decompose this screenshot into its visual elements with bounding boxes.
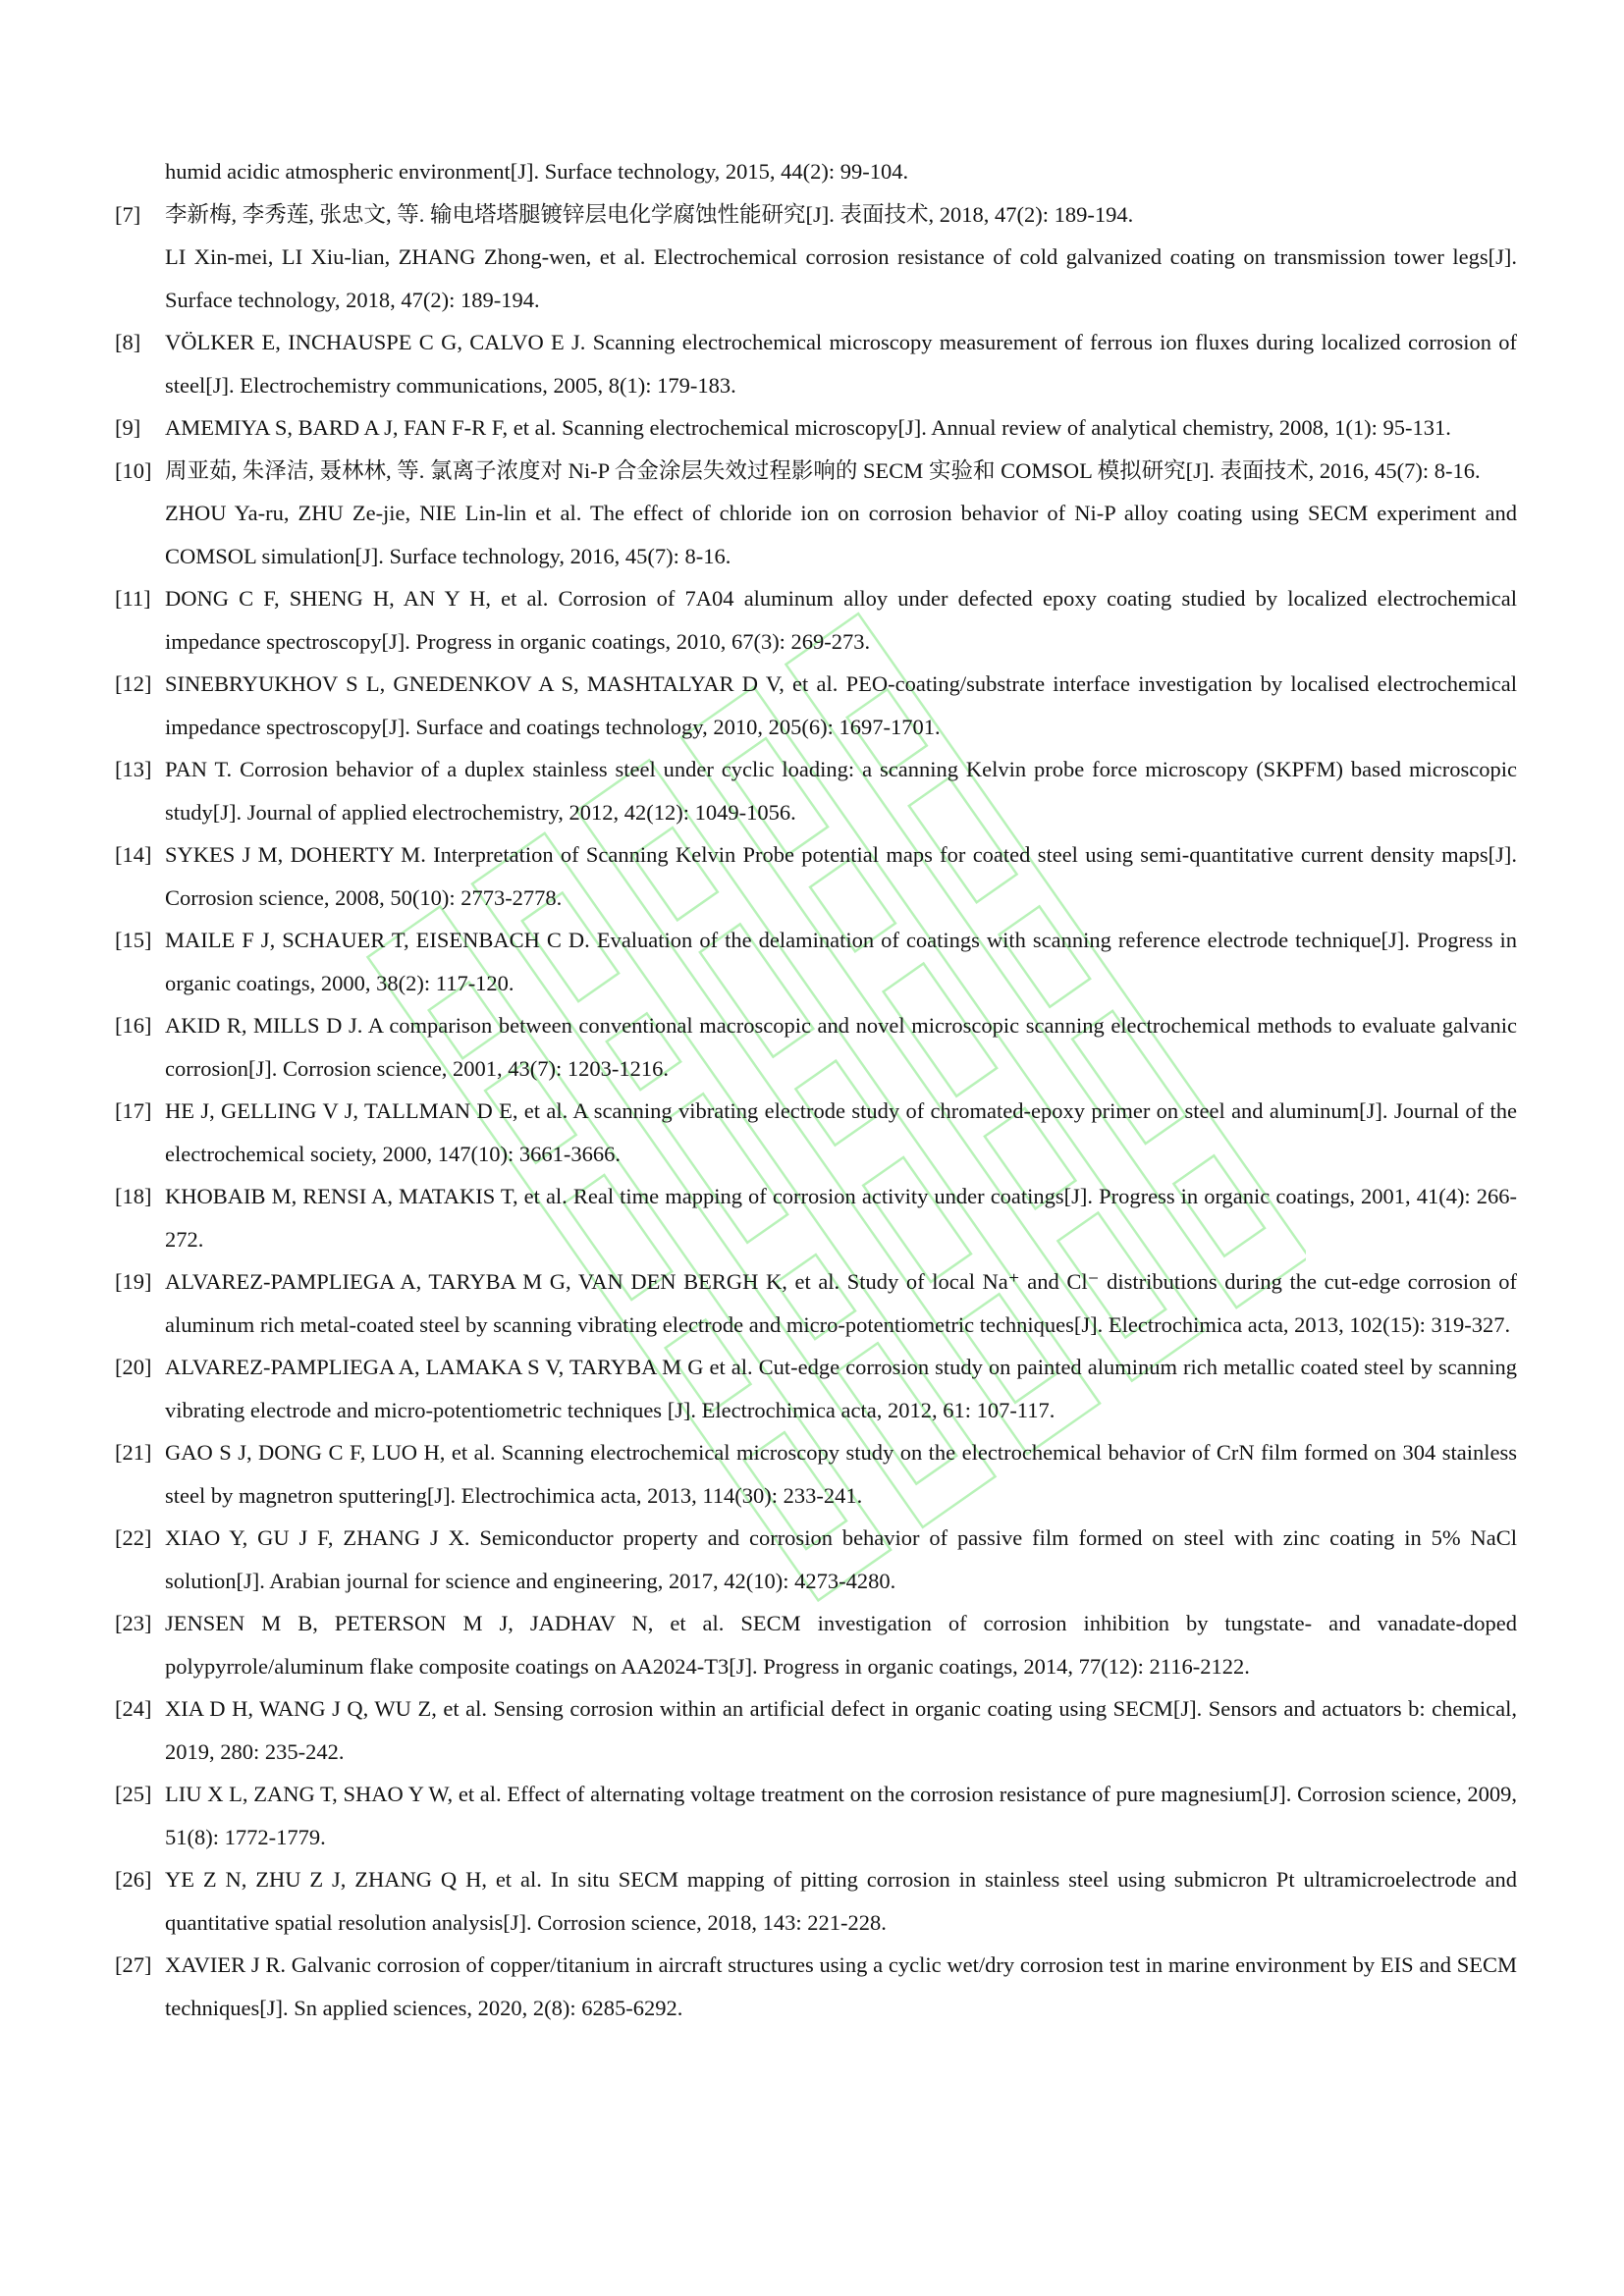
reference-item (115, 1944, 1517, 2029)
reference-text: XIA D H, WANG J Q, WU Z, et al. Sensing corrosion within an artificial defect in organic coating using SECM[J]. Sensors and actuators b: chemical, 2019, 280: 235-242. (165, 1696, 1517, 1764)
reference-text: SYKES J M, DOHERTY M. Interpretation of Scanning Kelvin Probe potential maps for coated steel using semi-quantitative current density maps[J]. Corrosion science, 2008, 50(10): 2773-2778. (165, 842, 1517, 910)
reference-text: LIU X L, ZANG T, SHAO Y W, et al. Effect of alternating voltage treatment on the corrosion resistance of pure magnesium[J]. Corrosion science, 2009, 51(8): 1772-1779. (165, 1782, 1517, 1849)
reference-number: [14] (115, 842, 152, 867)
reference-text: humid acidic atmospheric environment[J]. Surface technology, 2015, 44(2): 99-104. (165, 159, 909, 184)
reference-item (115, 1602, 1517, 1687)
reference-text: ALVAREZ-PAMPLIEGA A, LAMAKA S V, TARYBA M G et al. Cut-edge corrosion study on painted aluminum rich metallic coated steel by scanning vibrating electrode and micro-potentiometric techniques [J]. Electrochimica acta, 2012, 61: 107-117. (165, 1355, 1517, 1422)
reference-number: [25] (115, 1782, 152, 1806)
reference-text: GAO S J, DONG C F, LUO H, et al. Scanning electrochemical microscopy study on the electrochemical behavior of CrN film formed on 304 stainless steel by magnetron sputtering[J]. Electrochimica acta, 2013, 114(30): 233-241. (165, 1440, 1517, 1508)
reference-number: [19] (115, 1269, 152, 1294)
reference-number: [15] (115, 928, 152, 952)
reference-item (115, 1004, 1517, 1090)
reference-item (115, 150, 1517, 193)
reference-number: [11] (115, 586, 151, 611)
reference-text-english: LI Xin-mei, LI Xiu-lian, ZHANG Zhong-wen, et al. Electrochemical corrosion resistance of cold galvanized coating on transmission tower legs[J]. Surface technology, 2018, 47(2): 189-194. (165, 244, 1517, 312)
reference-number: [9] (115, 415, 141, 440)
reference-text: JENSEN M B, PETERSON M J, JADHAV N, et al. SECM investigation of corrosion inhibition by tungstate- and vanadate-doped polypyrrole/aluminum flake composite coatings on AA2024-T3[J]. Progress in organic coatings, 2014, 77(12): 2116-2122. (165, 1611, 1517, 1679)
reference-text: PAN T. Corrosion behavior of a duplex stainless steel under cyclic loading: a scanning Kelvin probe force microscopy (SKPFM) based microscopic study[J]. Journal of applied electrochemistry, 2012, 42(12): 1049-1056. (165, 757, 1517, 825)
reference-text: DONG C F, SHENG H, AN Y H, et al. Corrosion of 7A04 aluminum alloy under defected epoxy coating studied by localized electrochemical impedance spectroscopy[J]. Progress in organic coatings, 2010, 67(3): 269-273. (165, 586, 1517, 654)
reference-number: [26] (115, 1867, 152, 1892)
reference-item (115, 450, 1517, 578)
reference-item (115, 1090, 1517, 1175)
reference-item (115, 193, 1517, 322)
reference-item (115, 1517, 1517, 1602)
reference-item (115, 577, 1517, 663)
reference-item (115, 748, 1517, 833)
reference-list (115, 150, 1517, 2029)
reference-number: [12] (115, 671, 152, 696)
reference-item (115, 1346, 1517, 1431)
reference-number: [10] (115, 457, 152, 483)
reference-number: [24] (115, 1696, 152, 1721)
reference-text: KHOBAIB M, RENSI A, MATAKIS T, et al. Real time mapping of corrosion activity under coatings[J]. Progress in organic coatings, 2001, 41(4): 266-272. (165, 1184, 1517, 1252)
reference-item (115, 919, 1517, 1004)
reference-number: [20] (115, 1355, 152, 1379)
reference-text: VÖLKER E, INCHAUSPE C G, CALVO E J. Scanning electrochemical microscopy measurement of ferrous ion fluxes during localized corrosion of steel[J]. Electrochemistry communications, 2005, 8(1): 179-183. (165, 330, 1517, 398)
reference-number: [17] (115, 1098, 152, 1123)
reference-item (115, 833, 1517, 919)
reference-item (115, 1858, 1517, 1944)
reference-number: [18] (115, 1184, 152, 1208)
reference-item (115, 1773, 1517, 1858)
reference-number: [22] (115, 1525, 152, 1550)
reference-item (115, 1687, 1517, 1773)
reference-text: XAVIER J R. Galvanic corrosion of copper/titanium in aircraft structures using a cyclic wet/dry corrosion test in marine environment by EIS and SECM techniques[J]. Sn applied sciences, 2020, 2(8): 6285-6292. (165, 1952, 1517, 2020)
reference-item (115, 663, 1517, 748)
reference-item (115, 1431, 1517, 1517)
reference-text: ALVAREZ-PAMPLIEGA A, TARYBA M G, VAN DEN BERGH K, et al. Study of local Na⁺ and Cl⁻ distributions during the cut-edge corrosion of aluminum rich metal-coated steel by scanning vibrating electrode and micro-potentiometric techniques[J]. Electrochimica acta, 2013, 102(15): 319-327. (165, 1269, 1517, 1337)
reference-text: AMEMIYA S, BARD A J, FAN F-R F, et al. Scanning electrochemical microscopy[J]. Annual review of analytical chemistry, 2008, 1(1): 95-131. (165, 415, 1451, 440)
reference-text: 李新梅, 李秀莲, 张忠文, 等. 输电塔塔腿镀锌层电化学腐蚀性能研究[J]. 表面技术, 2018, 47(2): 189-194. (165, 201, 1134, 227)
reference-item (115, 321, 1517, 406)
reference-text: HE J, GELLING V J, TALLMAN D E, et al. A scanning vibrating electrode study of chromated-epoxy primer on steel and aluminum[J]. Journal of the electrochemical society, 2000, 147(10): 3661-3666. (165, 1098, 1517, 1166)
reference-number: [21] (115, 1440, 152, 1465)
reference-number: [27] (115, 1952, 152, 1977)
reference-text: AKID R, MILLS D J. A comparison between conventional macroscopic and novel microscopic scanning electrochemical methods to evaluate galvanic corrosion[J]. Corrosion science, 2001, 43(7): 1203-1216. (165, 1013, 1517, 1081)
reference-number: [7] (115, 201, 141, 227)
reference-text: 周亚茹, 朱泽洁, 聂林林, 等. 氯离子浓度对 Ni-P 合金涂层失效过程影响的 SECM 实验和 COMSOL 模拟研究[J]. 表面技术, 2016, 45(7): 8-16. (165, 457, 1481, 483)
reference-number: [8] (115, 330, 141, 354)
reference-number: [23] (115, 1611, 152, 1635)
reference-text: MAILE F J, SCHAUER T, EISENBACH C D. Evaluation of the delamination of coatings with scanning reference electrode technique[J]. Progress in organic coatings, 2000, 38(2): 117-120. (165, 928, 1517, 995)
reference-text: XIAO Y, GU J F, ZHANG J X. Semiconductor property and corrosion behavior of passive film formed on steel with zinc coating in 5% NaCl solution[J]. Arabian journal for science and engineering, 2017, 42(10): 4273-4280. (165, 1525, 1517, 1593)
reference-number: [16] (115, 1013, 152, 1038)
reference-item (115, 1260, 1517, 1346)
reference-item (115, 406, 1517, 450)
reference-item (115, 1175, 1517, 1260)
reference-number: [13] (115, 757, 152, 781)
reference-text-english: ZHOU Ya-ru, ZHU Ze-jie, NIE Lin-lin et al. The effect of chloride ion on corrosion behavior of Ni-P alloy coating using SECM experiment and COMSOL simulation[J]. Surface technology, 2016, 45(7): 8-16. (165, 501, 1517, 568)
reference-text: YE Z N, ZHU Z J, ZHANG Q H, et al. In situ SECM mapping of pitting corrosion in stainless steel using submicron Pt ultramicroelectrode and quantitative spatial resolution analysis[J]. Corrosion science, 2018, 143: 221-228. (165, 1867, 1517, 1935)
reference-text: SINEBRYUKHOV S L, GNEDENKOV A S, MASHTALYAR D V, et al. PEO-coating/substrate interface investigation by localised electrochemical impedance spectroscopy[J]. Surface and coatings technology, 2010, 205(6): 1697-1701. (165, 671, 1517, 739)
